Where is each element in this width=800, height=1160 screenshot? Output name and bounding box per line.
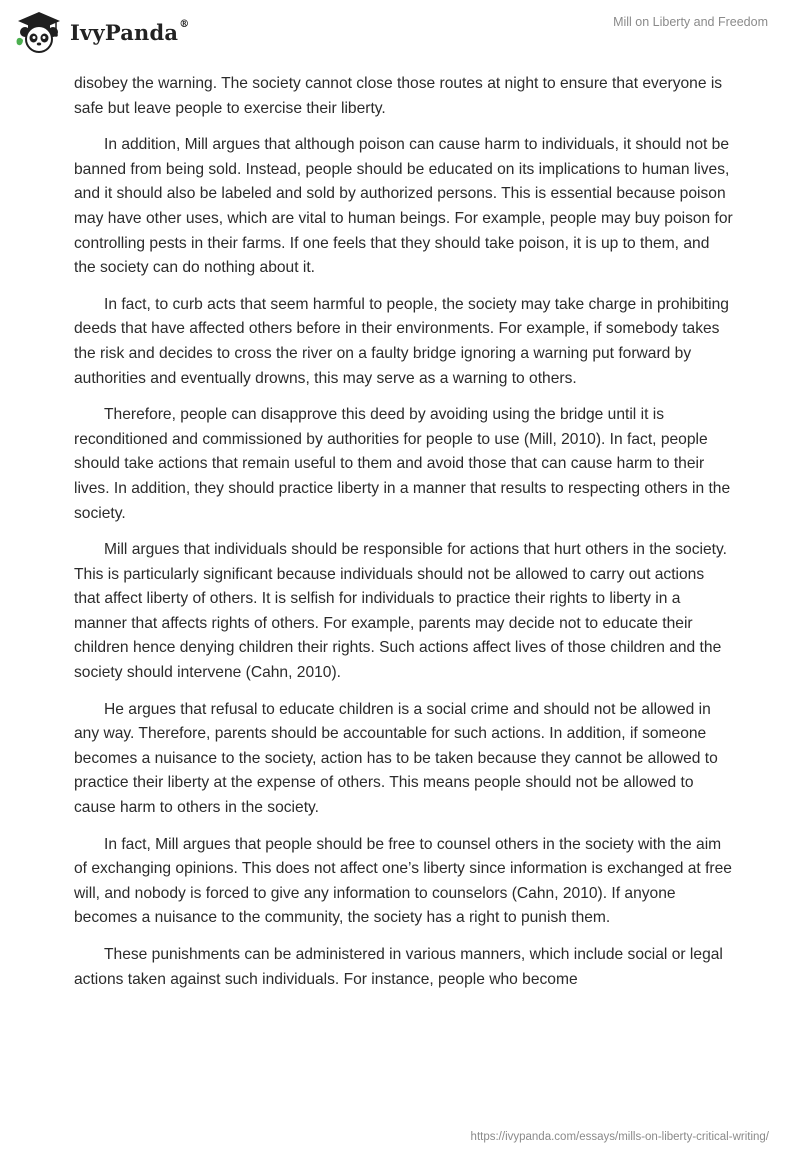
essay-body (74, 72, 734, 1004)
registered-mark: ® (179, 18, 190, 30)
page-header (0, 0, 800, 70)
paragraph: In addition, Mill argues that although poison can cause harm to individuals, it should not be banned from being sold. Instead, people should be educated on its implications to human lives, and it should also be labeled and sold by authorized persons. This is essential because poison may have other uses, which are vital to human beings. For example, people may buy poison for controlling pests in their farms. If one feels that they should take poison, it is up to them, and the society can do nothing about it. (74, 136, 733, 277)
brand-logo[interactable] (14, 10, 189, 54)
paragraph: disobey the warning. The society cannot close those routes at night to ensure that everyone is safe but leave people to exercise their liberty. (74, 75, 723, 117)
paragraph: Therefore, people can disapprove this deed by avoiding using the bridge until it is reconditioned and commissioned by authorities for people to use (Mill, 2010). In fact, people should take actions that remain useful to them and avoid those that can cause harm to their lives. In addition, they should practice liberty in a manner that results to respecting others in the society. (74, 406, 731, 522)
document-title: Mill on Liberty and Freedom (613, 15, 768, 29)
brand-name (70, 18, 190, 45)
paragraph: In fact, to curb acts that seem harmful to people, the society may take charge in prohibiting deeds that have affected others before in their environments. For example, if somebody takes the risk and decides to cross the river on a faulty bridge ignoring a warning put forward by authorities and eventually drowns, this may serve as a warning to others. (74, 295, 729, 387)
panda-graduation-cap-icon (14, 10, 64, 54)
paragraph: In fact, Mill argues that people should be free to counsel others in the society with the aim of exchanging opinions. This does not affect one’s liberty since information is exchanged at free will, and nobody is forced to give any information to counselors (Cahn, 2010). If anyone becomes a nuisance to the community, the society has a right to punish them. (74, 835, 732, 927)
paragraph: These punishments can be administered in various manners, which include social or legal actions taken against such individuals. For instance, people who become (74, 946, 723, 988)
source-url[interactable]: https://ivypanda.com/essays/mills-on-liberty-critical-writing/ (470, 1131, 769, 1143)
brand-name-text: IvyPanda (70, 19, 179, 45)
paragraph: He argues that refusal to educate children is a social crime and should not be allowed in any way. Therefore, parents should be accountable for such actions. In addition, if someone becomes a nuisance to the society, action has to be taken because they cannot be allowed to practice their liberty at the expense of others. This means people should not be allowed to cause harm to others in the society. (74, 700, 718, 817)
paragraph: Mill argues that individuals should be responsible for actions that hurt others in the society. This is particularly significant because individuals should not be allowed to carry out actions that affect liberty of others. It is selfish for individuals to practice their rights to liberty in a manner that affects rights of others. For example, parents may decide not to educate their children hence denying children their rights. Such actions affect lives of those children and the society should intervene (Cahn, 2010). (74, 541, 727, 682)
